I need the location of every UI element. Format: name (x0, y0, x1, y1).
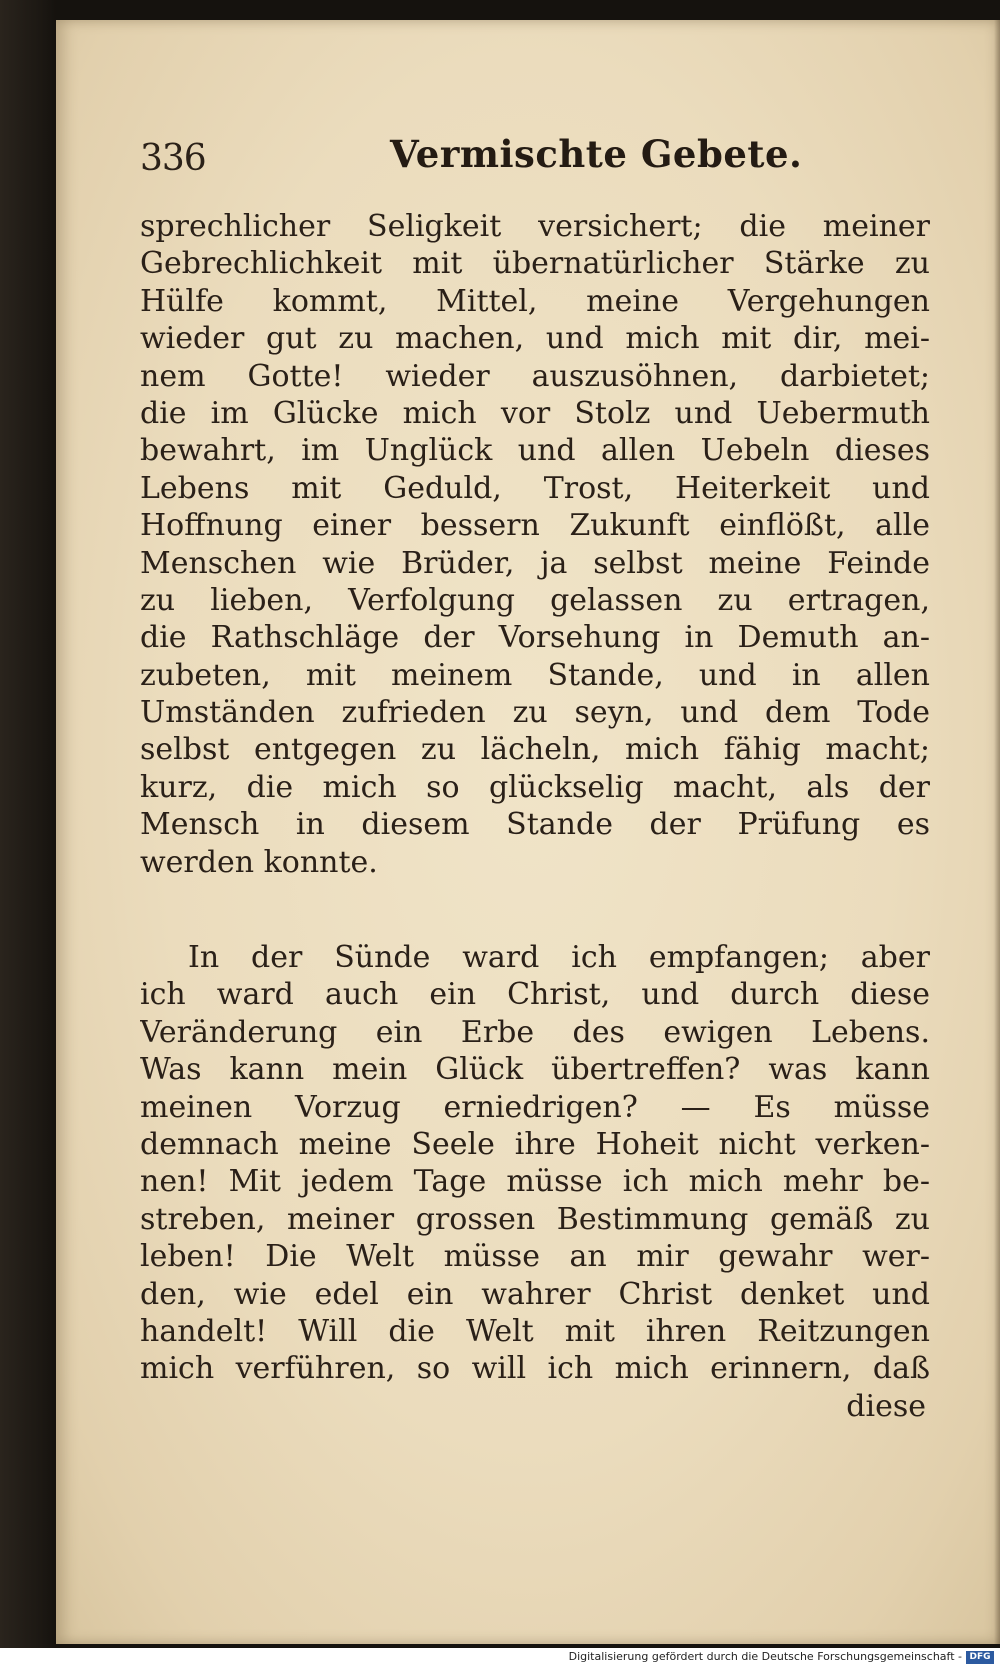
text-line: ich ward auch ein Christ, und durch diese (140, 977, 930, 1013)
text-line: nem Gotte! wieder auszusöhnen, darbietet; (140, 358, 930, 394)
text-line: die Rathschläge der Vorsehung in Demuth an- (140, 620, 930, 656)
paragraph-1 (140, 208, 930, 881)
text-line: Veränderung ein Erbe des ewigen Lebens. (140, 1014, 930, 1050)
text-line: Umständen zufrieden zu seyn, und dem Tode (140, 695, 930, 731)
text-line: werden konnte. (140, 844, 378, 880)
text-line: nen! Mit jedem Tage müsse ich mich mehr be- (140, 1164, 930, 1200)
text-line: wieder gut zu machen, und mich mit dir, mei- (140, 321, 930, 357)
text-line: Lebens mit Geduld, Trost, Heiterkeit und (140, 470, 930, 506)
text-line: zubeten, mit meinem Stande, und in allen (140, 657, 930, 693)
text-line: Hülfe kommt, Mittel, meine Vergehungen (140, 283, 930, 319)
page-edge-shadow (994, 20, 1000, 1644)
running-head: Vermischte Gebete. (390, 132, 803, 176)
catchword: diese (846, 1388, 926, 1424)
paragraph-2 (140, 939, 930, 1388)
text-line: Menschen wie Brüder, ja selbst meine Feinde (140, 545, 930, 581)
text-line: Was kann mein Glück übertreffen? was kann (140, 1052, 930, 1088)
page-header (140, 132, 940, 192)
text-line: Gebrechlichkeit mit übernatürlicher Stärke zu (140, 246, 930, 282)
text-line: selbst entgegen zu lächeln, mich fähig macht; (140, 732, 930, 768)
text-line: Mensch in diesem Stande der Prüfung es (140, 807, 930, 843)
digitization-credit: Digitalisierung gefördert durch die Deutsche Forschungsgemeinschaft - (568, 1650, 962, 1663)
paragraph-gap (140, 881, 930, 939)
text-line: den, wie edel ein wahrer Christ denket und (140, 1276, 930, 1312)
text-line: Hoffnung einer bessern Zukunft einflößt, alle (140, 508, 930, 544)
footer-strip (0, 1648, 1000, 1668)
text-line: sprechlicher Seligkeit versichert; die meiner (140, 209, 930, 244)
text-line: handelt! Will die Welt mit ihren Reitzungen (140, 1313, 930, 1349)
text-line: In der Sünde ward ich empfangen; aber (188, 940, 930, 976)
page-number: 336 (140, 138, 206, 179)
text-line: zu lieben, Verfolgung gelassen zu ertragen, (140, 582, 930, 618)
body-text (140, 208, 930, 1425)
text-line: die im Glücke mich vor Stolz und Uebermuth (140, 395, 930, 431)
text-line: kurz, die mich so glückselig macht, als der (140, 769, 930, 805)
text-line: leben! Die Welt müsse an mir gewahr wer- (140, 1239, 930, 1275)
dfg-logo: DFG (966, 1651, 994, 1664)
text-line: demnach meine Seele ihre Hoheit nicht verken- (140, 1126, 930, 1162)
text-line: meinen Vorzug erniedrigen? — Es müsse (140, 1089, 930, 1125)
text-line: bewahrt, im Unglück und allen Uebeln dieses (140, 433, 930, 469)
text-line: streben, meiner grossen Bestimmung gemäß zu (140, 1201, 930, 1237)
text-line: mich verführen, so will ich mich erinnern, daß (140, 1351, 930, 1387)
